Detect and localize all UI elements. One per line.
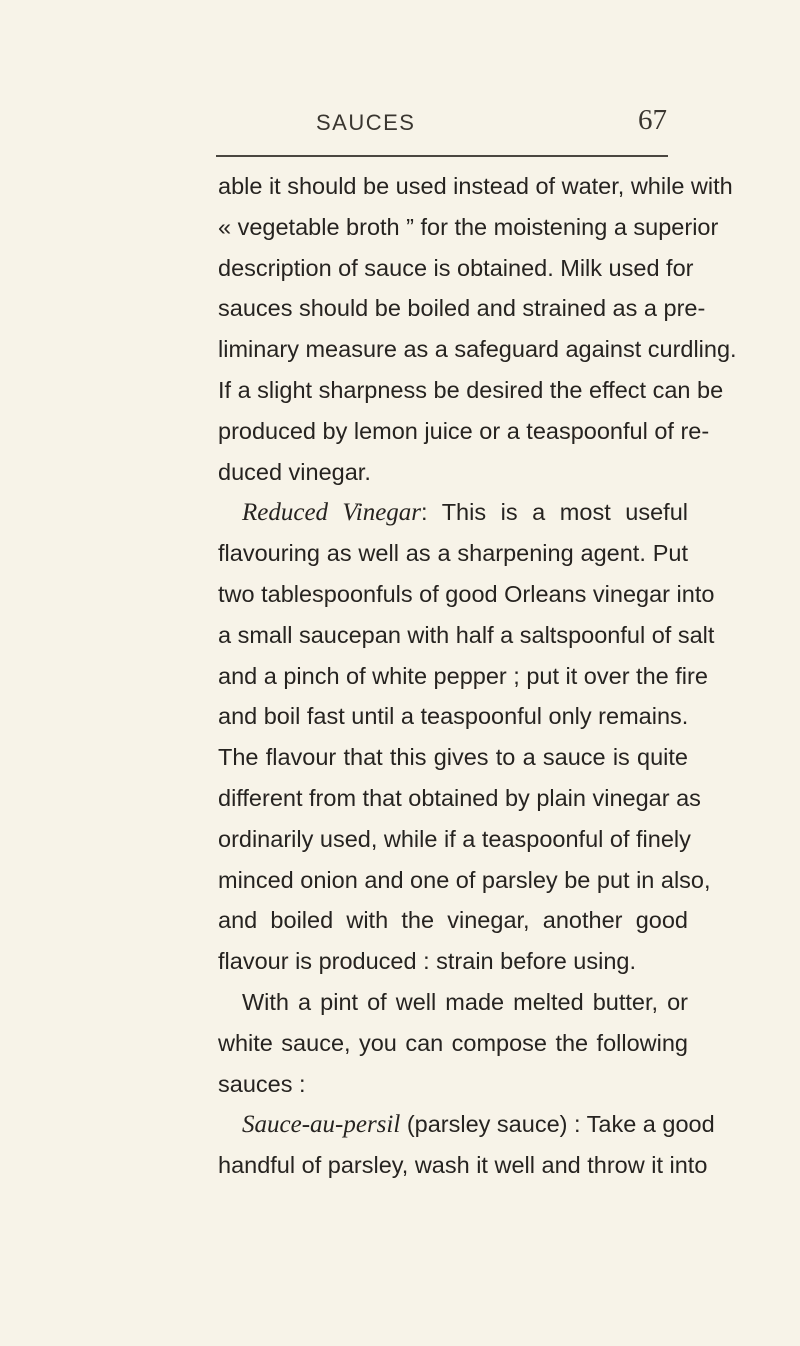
text-line: handful of parsley, wash it well and throw it into bbox=[218, 1152, 708, 1179]
text-line: and boil fast until a teaspoonful only remains. bbox=[218, 703, 689, 730]
paragraph-sauce-au-persil bbox=[218, 1104, 715, 1186]
text-line: sauces should be boiled and strained as a pre- bbox=[218, 295, 706, 322]
text-line: a small saucepan with half a saltspoonful of salt bbox=[218, 621, 715, 648]
text-line: sauces : bbox=[218, 1070, 306, 1097]
header-rule bbox=[216, 155, 668, 157]
paragraph-reduced-vinegar bbox=[218, 492, 715, 982]
text-run: : This is a most useful bbox=[421, 499, 688, 526]
text-line: different from that obtained by plain vinegar as bbox=[218, 784, 701, 811]
text-line: white sauce, you can compose the following bbox=[218, 1029, 688, 1056]
term-reduced-vinegar: Reduced Vinegar bbox=[242, 499, 422, 527]
text-line: ordinarily used, while if a teaspoonful of finely bbox=[218, 825, 691, 852]
term-sauce-au-persil: Sauce-au-persil bbox=[242, 1111, 401, 1139]
running-title: SAUCES bbox=[316, 110, 416, 135]
text-line bbox=[218, 492, 688, 533]
text-line: flavouring as well as a sharpening agent. Put bbox=[218, 540, 688, 567]
text-line: able it should be used instead of water, while with bbox=[218, 173, 733, 199]
text-line: produced by lemon juice or a teaspoonful of re- bbox=[218, 417, 710, 444]
body-text bbox=[218, 166, 737, 1186]
text-line: and a pinch of white pepper ; put it over the fire bbox=[218, 662, 708, 689]
text-line: flavour is produced : strain before using. bbox=[218, 948, 637, 975]
text-line: minced onion and one of parsley be put in also, bbox=[218, 866, 711, 893]
text-line: With a pint of well made melted butter, or bbox=[242, 988, 688, 1015]
text-run: (parsley sauce) : Take a good bbox=[400, 1111, 715, 1138]
text-line: duced vinegar. bbox=[218, 458, 371, 485]
paragraph-milk-sauces bbox=[218, 166, 737, 492]
text-line: liminary measure as a safeguard against curdling. bbox=[218, 336, 737, 363]
text-line: « vegetable broth ” for the moistening a superior bbox=[218, 213, 719, 240]
text-line: The flavour that this gives to a sauce is quite bbox=[218, 744, 688, 771]
text-line: If a slight sharpness be desired the effect can be bbox=[218, 376, 724, 403]
text-line: and boiled with the vinegar, another good bbox=[218, 907, 688, 934]
text-line bbox=[218, 1104, 715, 1145]
running-head bbox=[0, 104, 800, 144]
page-number: 67 bbox=[638, 104, 667, 136]
text-line: description of sauce is obtained. Milk used for bbox=[218, 254, 694, 281]
paragraph-melted-butter bbox=[218, 982, 688, 1104]
text-line: two tablespoonfuls of good Orleans vinegar into bbox=[218, 580, 715, 607]
